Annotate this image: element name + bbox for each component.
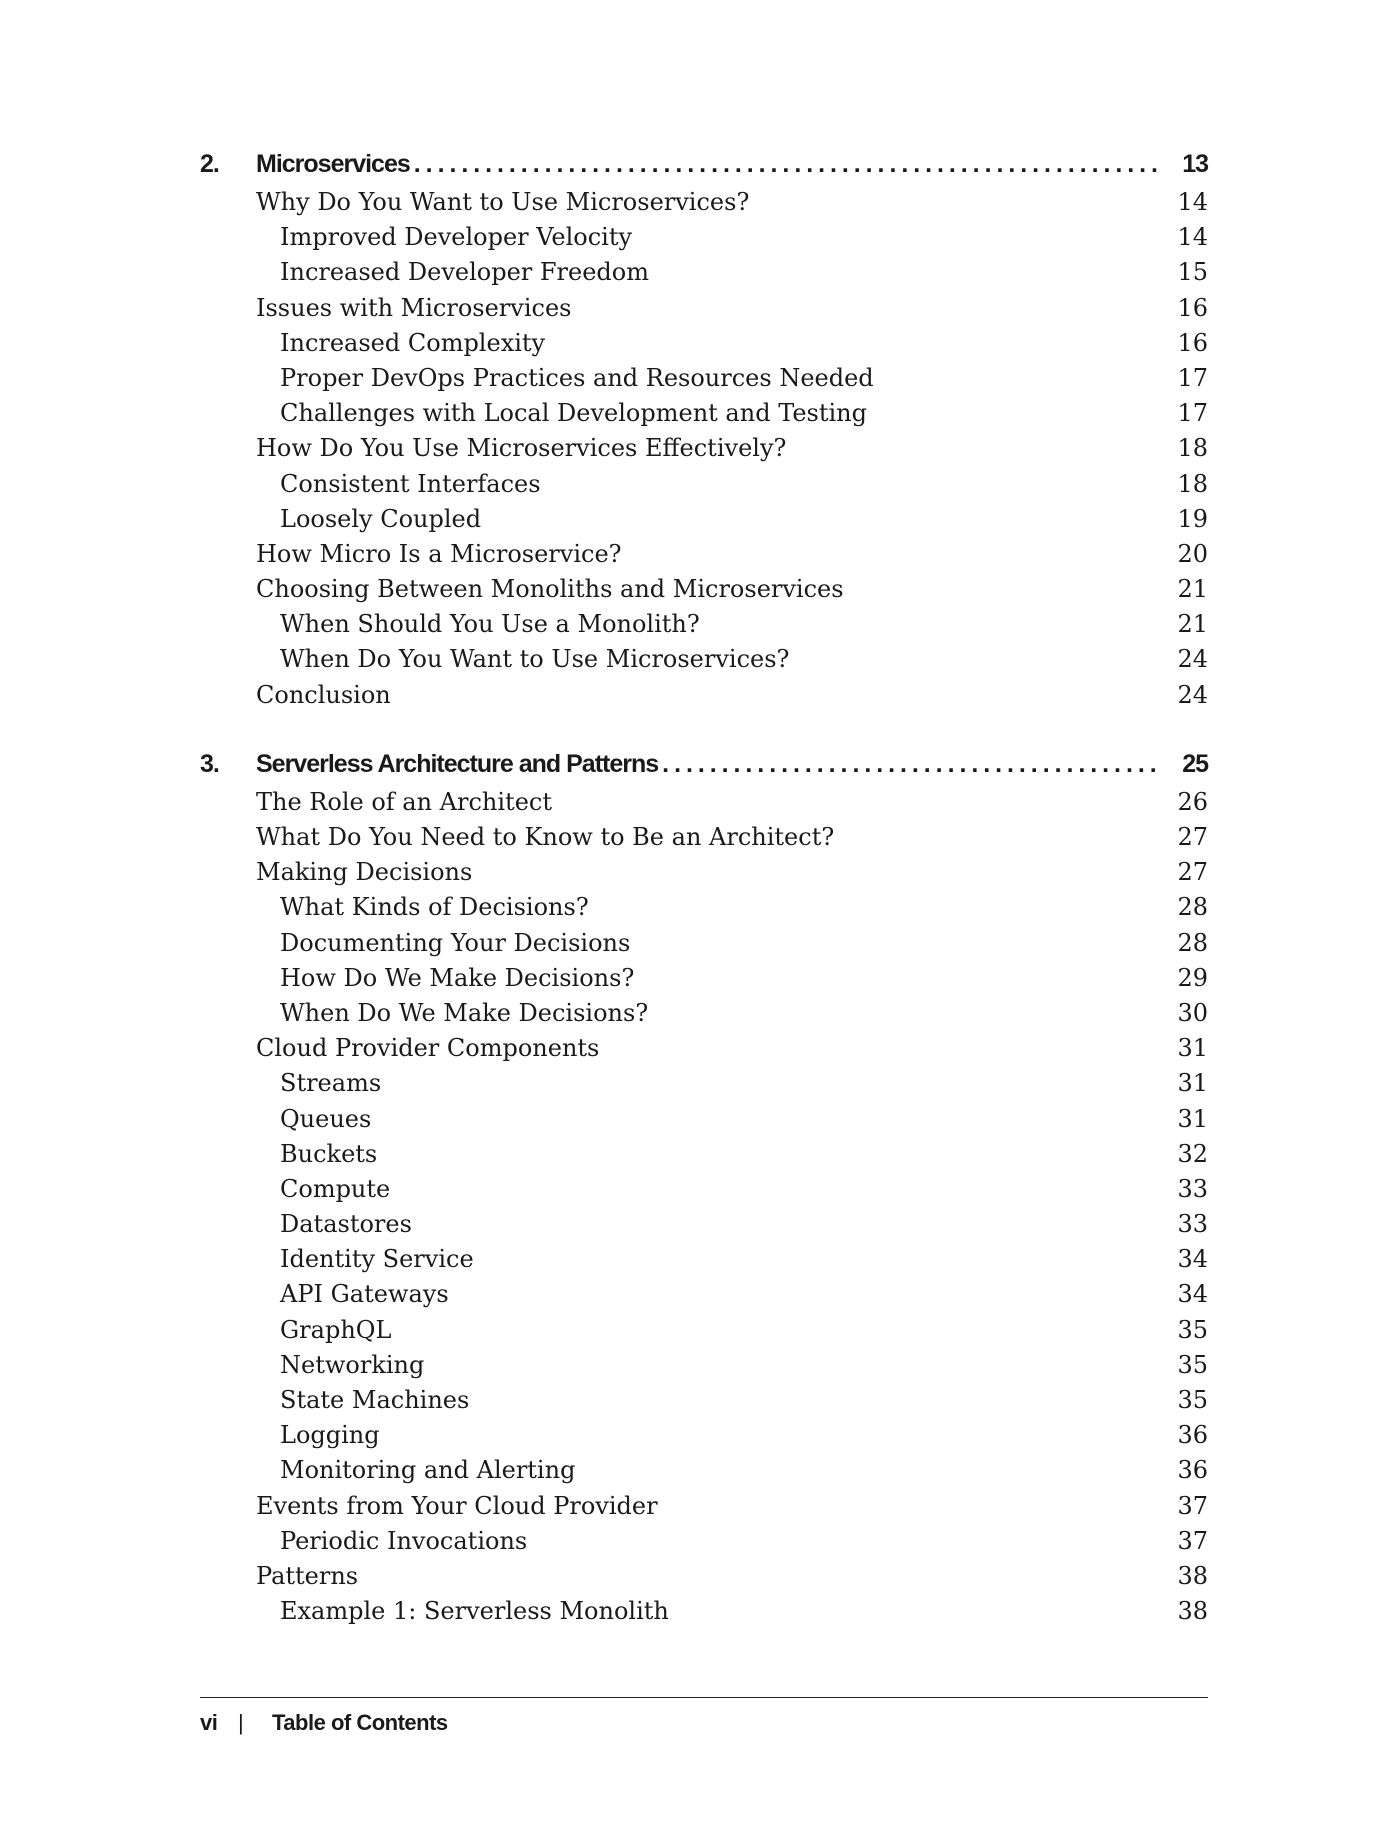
entry-page-number: 33 xyxy=(1177,1174,1208,1203)
entry-label: Queues xyxy=(280,1104,372,1133)
toc-subsection-entry[interactable] xyxy=(200,964,1208,999)
entry-page-number: 16 xyxy=(1177,293,1208,322)
toc-subsection-entry[interactable] xyxy=(200,645,1208,680)
entry-page-number: 14 xyxy=(1177,188,1208,216)
entry-page-number: 33 xyxy=(1177,1210,1208,1239)
entry-label: Compute xyxy=(280,1174,391,1203)
entry-page-number: 17 xyxy=(1177,363,1208,392)
entry-page-number: 32 xyxy=(1177,1139,1208,1168)
chapter-title: Serverless Architecture and Patterns xyxy=(256,749,659,778)
toc-section-entry[interactable] xyxy=(200,1562,1208,1597)
chapter-number: 2. xyxy=(200,150,219,178)
toc-section-entry[interactable] xyxy=(200,540,1208,575)
entry-label: State Machines xyxy=(280,1386,470,1414)
toc-section-entry[interactable] xyxy=(200,681,1208,716)
toc-subsection-entry[interactable] xyxy=(200,1175,1208,1210)
entry-label: How Do We Make Decisions? xyxy=(280,963,635,992)
entry-label: Making Decisions xyxy=(256,858,473,887)
entry-page-number: 36 xyxy=(1177,1421,1208,1450)
entry-label: Choosing Between Monoliths and Microservices xyxy=(256,575,844,604)
toc-section-entry[interactable] xyxy=(200,294,1208,329)
toc-subsection-entry[interactable] xyxy=(200,399,1208,434)
entry-label: When Should You Use a Monolith? xyxy=(280,610,700,639)
entry-page-number: 28 xyxy=(1177,928,1208,957)
toc-subsection-entry[interactable] xyxy=(200,329,1208,364)
entry-page-number: 16 xyxy=(1177,328,1208,357)
toc-subsection-entry[interactable] xyxy=(200,1597,1208,1632)
chapter-number: 3. xyxy=(200,749,219,778)
entry-page-number: 15 xyxy=(1177,258,1208,287)
chapter-page-number: 13 xyxy=(1182,150,1208,178)
chapter-3 xyxy=(200,750,1208,1633)
toc-subsection-entry[interactable] xyxy=(200,893,1208,928)
page-folio: vi xyxy=(200,1710,218,1735)
toc-section-entry[interactable] xyxy=(200,1492,1208,1527)
entry-label: When Do We Make Decisions? xyxy=(280,998,649,1027)
entry-label: Example 1: Serverless Monolith xyxy=(280,1597,669,1626)
entry-page-number: 24 xyxy=(1177,645,1208,674)
entry-page-number: 27 xyxy=(1177,823,1208,851)
toc-section-entry[interactable] xyxy=(200,823,1208,858)
entry-label: Periodic Invocations xyxy=(280,1526,528,1555)
dot-leader xyxy=(410,150,1158,179)
entry-page-number: 21 xyxy=(1177,575,1208,604)
entry-label: Improved Developer Velocity xyxy=(280,223,633,252)
chapter-entries xyxy=(200,188,1208,716)
entry-page-number: 38 xyxy=(1177,1597,1208,1626)
entry-page-number: 34 xyxy=(1177,1280,1208,1309)
running-footer-title: Table of Contents xyxy=(272,1710,448,1735)
entry-page-number: 27 xyxy=(1177,858,1208,887)
entry-label: Documenting Your Decisions xyxy=(280,928,631,957)
toc-subsection-entry[interactable] xyxy=(200,1069,1208,1104)
entry-page-number: 31 xyxy=(1177,1034,1208,1063)
chapter-2 xyxy=(200,150,1208,716)
toc-subsection-entry[interactable] xyxy=(200,1105,1208,1140)
footer-rule xyxy=(200,1697,1208,1698)
chapter-entries xyxy=(200,788,1208,1633)
entry-page-number: 29 xyxy=(1177,963,1208,992)
toc-section-entry[interactable] xyxy=(200,1034,1208,1069)
entry-label: Networking xyxy=(280,1350,425,1379)
entry-label: Loosely Coupled xyxy=(280,504,482,533)
dot-leader xyxy=(658,750,1158,779)
entry-label: Conclusion xyxy=(256,680,391,709)
entry-label: Patterns xyxy=(256,1561,359,1590)
toc-subsection-entry[interactable] xyxy=(200,1351,1208,1386)
chapter-heading[interactable] xyxy=(200,150,1208,188)
toc-subsection-entry[interactable] xyxy=(200,223,1208,258)
entry-label: API Gateways xyxy=(280,1280,449,1309)
toc-section-entry[interactable] xyxy=(200,188,1208,223)
entry-page-number: 31 xyxy=(1177,1104,1208,1133)
entry-label: Monitoring and Alerting xyxy=(280,1456,576,1485)
entry-label: Increased Developer Freedom xyxy=(280,258,649,287)
entry-label: What Kinds of Decisions? xyxy=(280,893,589,922)
entry-page-number: 34 xyxy=(1177,1245,1208,1274)
entry-label: When Do You Want to Use Microservices? xyxy=(280,645,790,674)
entry-label: Why Do You Want to Use Microservices? xyxy=(256,188,750,216)
toc-subsection-entry[interactable] xyxy=(200,929,1208,964)
toc-subsection-entry[interactable] xyxy=(200,1316,1208,1351)
entry-label: Increased Complexity xyxy=(280,328,546,357)
entry-label: Consistent Interfaces xyxy=(280,469,541,498)
toc-subsection-entry[interactable] xyxy=(200,610,1208,645)
toc-subsection-entry[interactable] xyxy=(200,1421,1208,1456)
entry-page-number: 18 xyxy=(1177,434,1208,463)
entry-page-number: 35 xyxy=(1177,1386,1208,1414)
entry-label: How Do You Use Microservices Effectively? xyxy=(256,434,787,463)
entry-label: Logging xyxy=(280,1421,380,1450)
entry-label: The Role of an Architect xyxy=(256,787,552,816)
entry-label: Events from Your Cloud Provider xyxy=(256,1491,658,1520)
entry-label: How Micro Is a Microservice? xyxy=(256,539,622,568)
toc-subsection-entry[interactable] xyxy=(200,1456,1208,1491)
toc-subsection-entry[interactable] xyxy=(200,1210,1208,1245)
toc-subsection-entry[interactable] xyxy=(200,999,1208,1034)
entry-page-number: 17 xyxy=(1177,399,1208,428)
entry-page-number: 38 xyxy=(1177,1561,1208,1590)
toc-subsection-entry[interactable] xyxy=(200,1245,1208,1280)
toc-section-entry[interactable] xyxy=(200,575,1208,610)
chapter-heading[interactable] xyxy=(200,750,1208,788)
entry-label: Buckets xyxy=(280,1139,378,1168)
toc-subsection-entry[interactable] xyxy=(200,1280,1208,1315)
entry-label: Identity Service xyxy=(280,1245,474,1274)
page-footer xyxy=(200,1710,448,1740)
entry-page-number: 21 xyxy=(1177,610,1208,639)
entry-page-number: 31 xyxy=(1177,1069,1208,1098)
toc-section-entry[interactable] xyxy=(200,858,1208,893)
entry-page-number: 37 xyxy=(1177,1526,1208,1555)
entry-page-number: 18 xyxy=(1177,469,1208,498)
entry-page-number: 26 xyxy=(1177,787,1208,816)
entry-page-number: 30 xyxy=(1177,998,1208,1027)
toc-subsection-entry[interactable] xyxy=(200,1527,1208,1562)
entry-page-number: 35 xyxy=(1177,1350,1208,1379)
toc-section-entry[interactable] xyxy=(200,434,1208,469)
entry-label: Issues with Microservices xyxy=(256,293,572,322)
toc-subsection-entry[interactable] xyxy=(200,1140,1208,1175)
chapter-page-number: 25 xyxy=(1182,749,1208,778)
entry-page-number: 36 xyxy=(1177,1456,1208,1485)
entry-label: GraphQL xyxy=(280,1315,392,1344)
entry-label: Proper DevOps Practices and Resources Needed xyxy=(280,363,874,392)
toc-subsection-entry[interactable] xyxy=(200,258,1208,293)
entry-label: Cloud Provider Components xyxy=(256,1034,600,1063)
entry-label: Challenges with Local Development and Testing xyxy=(280,399,867,428)
toc-subsection-entry[interactable] xyxy=(200,1386,1208,1421)
entry-label: What Do You Need to Know to Be an Architect? xyxy=(256,823,835,851)
footer-separator: | xyxy=(238,1710,244,1735)
entry-page-number: 19 xyxy=(1177,504,1208,533)
table-of-contents xyxy=(200,150,1208,1666)
entry-label: Datastores xyxy=(280,1210,412,1239)
entry-page-number: 20 xyxy=(1177,539,1208,568)
chapter-title: Microservices xyxy=(256,150,410,178)
entry-label: Streams xyxy=(280,1069,382,1098)
entry-page-number: 24 xyxy=(1177,680,1208,709)
toc-subsection-entry[interactable] xyxy=(200,505,1208,540)
toc-subsection-entry[interactable] xyxy=(200,364,1208,399)
entry-page-number: 35 xyxy=(1177,1315,1208,1344)
entry-page-number: 14 xyxy=(1177,223,1208,252)
toc-section-entry[interactable] xyxy=(200,788,1208,823)
toc-subsection-entry[interactable] xyxy=(200,470,1208,505)
entry-page-number: 37 xyxy=(1177,1491,1208,1520)
entry-page-number: 28 xyxy=(1177,893,1208,922)
